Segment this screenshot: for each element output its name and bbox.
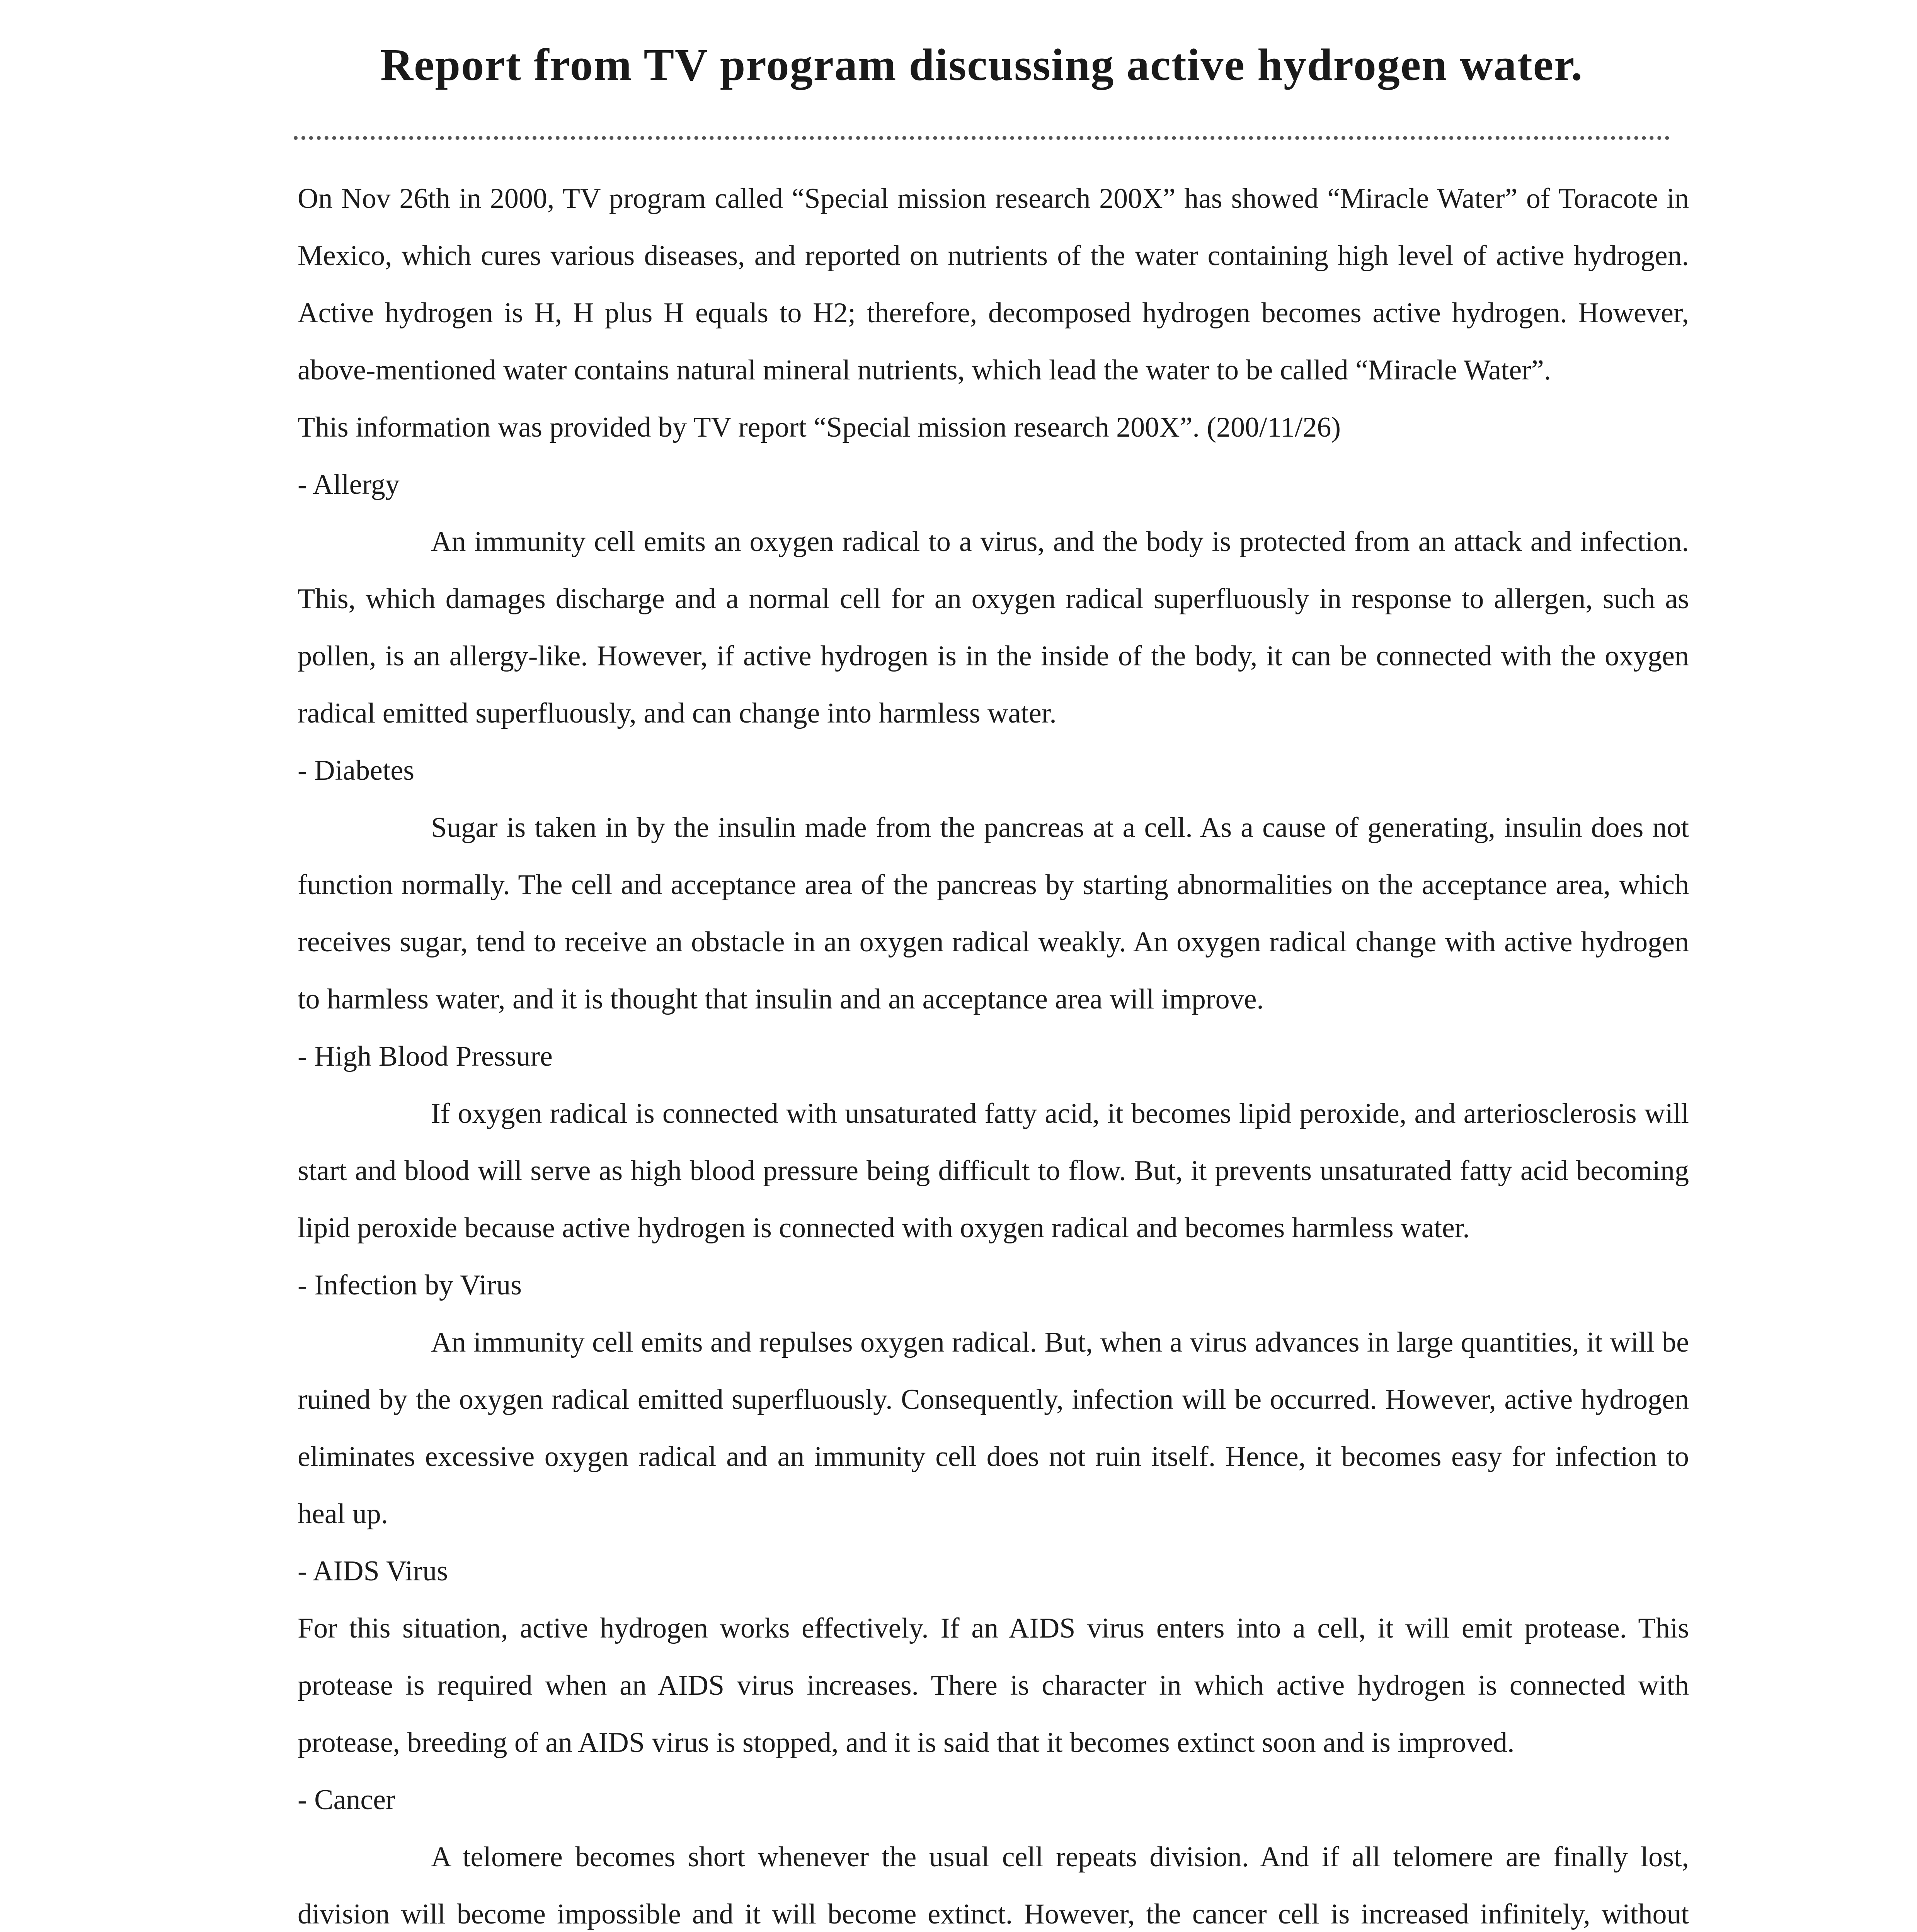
section-heading-diabetes: - Diabetes	[298, 755, 415, 786]
section-text-allergy: An immunity cell emits an oxygen radical to a virus, and the body is protected from an attack and infection. This, which damages discharge and a normal cell for an oxygen radical superfluously in response to allergen, such as pollen, is an allergy-like. However, if active hydrogen is in the inside of the body, it can be connected with the oxygen radical emitted superfluously, and can change into harmless water.	[298, 526, 1689, 729]
intro-paragraph: On Nov 26th in 2000, TV program called “Special mission research 200X” has showed “Miracle Water” of Toracote in Mexico, which cures various diseases, and reported on nutrients of the water containing high level of active hydrogen. Active hydrogen is H, H plus H equals to H2; therefore, decomposed hydrogen becomes active hydrogen. However, above-mentioned water contains natural mineral nutrients, which lead the water to be called “Miracle Water”.	[298, 183, 1689, 386]
source-line: This information was provided by TV report “Special mission research 200X”. (200/11/26)	[298, 412, 1341, 443]
title-underline	[294, 136, 1670, 140]
section-heading-allergy: - Allergy	[298, 469, 400, 500]
section-text-cancer: A telomere becomes short whenever the usual cell repeats division. And if all telomere are finally lost, division will become impossible and it will become extinct. However, the cancer cell is increased infinitely, without	[298, 1841, 1689, 1930]
document-title: Report from TV program discussing active hydrogen water.	[380, 39, 1583, 90]
section-heading-blood-pressure: - High Blood Pressure	[298, 1041, 553, 1072]
section-text-aids: For this situation, active hydrogen works effectively. If an AIDS virus enters into a cell, it will emit protease. This protease is required when an AIDS virus increases. There is character in which active hydrogen is connected with protease, breeding of an AIDS virus is stopped, and it is said that it becomes extinct soon and is improved.	[298, 1612, 1689, 1759]
document-body	[298, 170, 1689, 1932]
section-text-virus: An immunity cell emits and repulses oxygen radical. But, when a virus advances in large quantities, it will be ruined by the oxygen radical emitted superfluously. Consequently, infection will be occurred. However, active hydrogen eliminates excessive oxygen radical and an immunity cell does not ruin itself. Hence, it becomes easy for infection to heal up.	[298, 1327, 1689, 1530]
section-text-blood-pressure: If oxygen radical is connected with unsaturated fatty acid, it becomes lipid peroxide, and arteriosclerosis will start and blood will serve as high blood pressure being difficult to flow. But, it prevents unsaturated fatty acid becoming lipid peroxide because active hydrogen is connected with oxygen radical and becomes harmless water.	[298, 1098, 1689, 1244]
section-heading-cancer: - Cancer	[298, 1784, 395, 1816]
section-text-diabetes: Sugar is taken in by the insulin made from the pancreas at a cell. As a cause of generating, insulin does not function normally. The cell and acceptance area of the pancreas by starting abnormalities on the acceptance area, which receives sugar, tend to receive an obstacle in an oxygen radical weakly. An oxygen radical change with active hydrogen to harmless water, and it is thought that insulin and an acceptance area will improve.	[298, 812, 1689, 1015]
section-heading-virus: - Infection by Virus	[298, 1269, 522, 1301]
section-heading-aids: - AIDS Virus	[298, 1555, 448, 1587]
